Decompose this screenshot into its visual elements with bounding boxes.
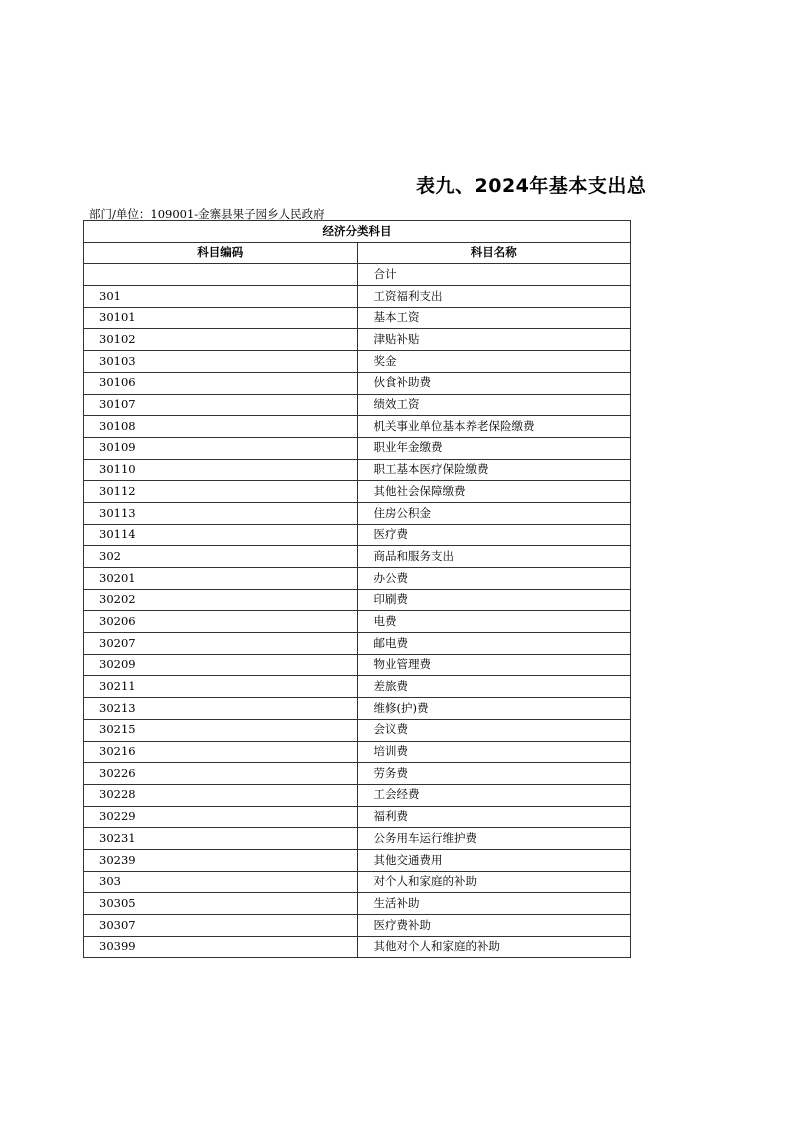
table-row xyxy=(84,372,631,394)
cell-code: 30226 xyxy=(84,763,358,785)
column-header-name: 科目名称 xyxy=(357,242,631,264)
table-row xyxy=(84,698,631,720)
table-row xyxy=(84,849,631,871)
cell-code: 30211 xyxy=(84,676,358,698)
page-title: 表九、2024年基本支出总 xyxy=(416,175,647,197)
cell-code: 30305 xyxy=(84,893,358,915)
table-row xyxy=(84,481,631,503)
cell-code: 30213 xyxy=(84,698,358,720)
cell-name: 基本工资 xyxy=(357,307,631,329)
cell-code: 30108 xyxy=(84,416,358,438)
department-label: 部门/单位：109001-金寨县果子园乡人民政府 xyxy=(89,207,325,221)
cell-name: 职业年金缴费 xyxy=(357,437,631,459)
cell-code: 30109 xyxy=(84,437,358,459)
table-row xyxy=(84,329,631,351)
cell-code: 30101 xyxy=(84,307,358,329)
cell-name: 生活补助 xyxy=(357,893,631,915)
cell-name: 邮电费 xyxy=(357,633,631,655)
table-row xyxy=(84,936,631,958)
cell-name: 医疗费 xyxy=(357,524,631,546)
table-row xyxy=(84,915,631,937)
table-row xyxy=(84,307,631,329)
cell-name: 其他社会保障缴费 xyxy=(357,481,631,503)
cell-name: 其他对个人和家庭的补助 xyxy=(357,936,631,958)
table-row xyxy=(84,611,631,633)
table-row xyxy=(84,806,631,828)
column-header-code: 科目编码 xyxy=(84,242,358,264)
table-row xyxy=(84,763,631,785)
cell-code: 30207 xyxy=(84,633,358,655)
cell-code: 30228 xyxy=(84,784,358,806)
cell-name: 办公费 xyxy=(357,568,631,590)
table-row xyxy=(84,502,631,524)
cell-code: 30209 xyxy=(84,654,358,676)
table-row xyxy=(84,437,631,459)
cell-code: 303 xyxy=(84,871,358,893)
cell-code: 30216 xyxy=(84,741,358,763)
cell-name: 劳务费 xyxy=(357,763,631,785)
group-header: 经济分类科目 xyxy=(84,221,631,243)
cell-name: 合计 xyxy=(357,264,631,286)
cell-code: 302 xyxy=(84,546,358,568)
table-row xyxy=(84,784,631,806)
table-row xyxy=(84,416,631,438)
table-row xyxy=(84,676,631,698)
cell-code: 30231 xyxy=(84,828,358,850)
cell-code xyxy=(84,264,358,286)
table-row xyxy=(84,546,631,568)
table-row xyxy=(84,654,631,676)
cell-name: 伙食补助费 xyxy=(357,372,631,394)
cell-name: 津贴补贴 xyxy=(357,329,631,351)
table-row xyxy=(84,828,631,850)
table-row xyxy=(84,633,631,655)
table-row xyxy=(84,394,631,416)
cell-name: 印刷费 xyxy=(357,589,631,611)
cell-code: 30307 xyxy=(84,915,358,937)
table-row xyxy=(84,524,631,546)
table-row xyxy=(84,351,631,373)
cell-name: 会议费 xyxy=(357,719,631,741)
cell-code: 30103 xyxy=(84,351,358,373)
table-row xyxy=(84,719,631,741)
cell-code: 30215 xyxy=(84,719,358,741)
table-row xyxy=(84,871,631,893)
cell-name: 维修(护)费 xyxy=(357,698,631,720)
cell-code: 30201 xyxy=(84,568,358,590)
cell-code: 30113 xyxy=(84,502,358,524)
table-row xyxy=(84,264,631,286)
table-row xyxy=(84,568,631,590)
cell-name: 工会经费 xyxy=(357,784,631,806)
cell-name: 奖金 xyxy=(357,351,631,373)
cell-name: 医疗费补助 xyxy=(357,915,631,937)
cell-name: 对个人和家庭的补助 xyxy=(357,871,631,893)
cell-code: 30114 xyxy=(84,524,358,546)
table-group-header-row xyxy=(84,221,631,243)
cell-name: 培训费 xyxy=(357,741,631,763)
cell-code: 30239 xyxy=(84,849,358,871)
cell-name: 商品和服务支出 xyxy=(357,546,631,568)
cell-code: 30112 xyxy=(84,481,358,503)
cell-code: 30229 xyxy=(84,806,358,828)
cell-code: 30107 xyxy=(84,394,358,416)
cell-name: 机关事业单位基本养老保险缴费 xyxy=(357,416,631,438)
cell-name: 差旅费 xyxy=(357,676,631,698)
cell-code: 30102 xyxy=(84,329,358,351)
cell-name: 电费 xyxy=(357,611,631,633)
cell-name: 公务用车运行维护费 xyxy=(357,828,631,850)
expenditure-table xyxy=(83,220,631,958)
cell-code: 30110 xyxy=(84,459,358,481)
cell-name: 职工基本医疗保险缴费 xyxy=(357,459,631,481)
table-column-header-row xyxy=(84,242,631,264)
cell-name: 物业管理费 xyxy=(357,654,631,676)
table-row xyxy=(84,589,631,611)
cell-name: 住房公积金 xyxy=(357,502,631,524)
cell-code: 301 xyxy=(84,286,358,308)
table-row xyxy=(84,741,631,763)
cell-code: 30399 xyxy=(84,936,358,958)
cell-code: 30202 xyxy=(84,589,358,611)
cell-name: 其他交通费用 xyxy=(357,849,631,871)
table-row xyxy=(84,286,631,308)
cell-code: 30106 xyxy=(84,372,358,394)
cell-name: 绩效工资 xyxy=(357,394,631,416)
table-row xyxy=(84,893,631,915)
cell-code: 30206 xyxy=(84,611,358,633)
cell-name: 福利费 xyxy=(357,806,631,828)
table-row xyxy=(84,459,631,481)
cell-name: 工资福利支出 xyxy=(357,286,631,308)
